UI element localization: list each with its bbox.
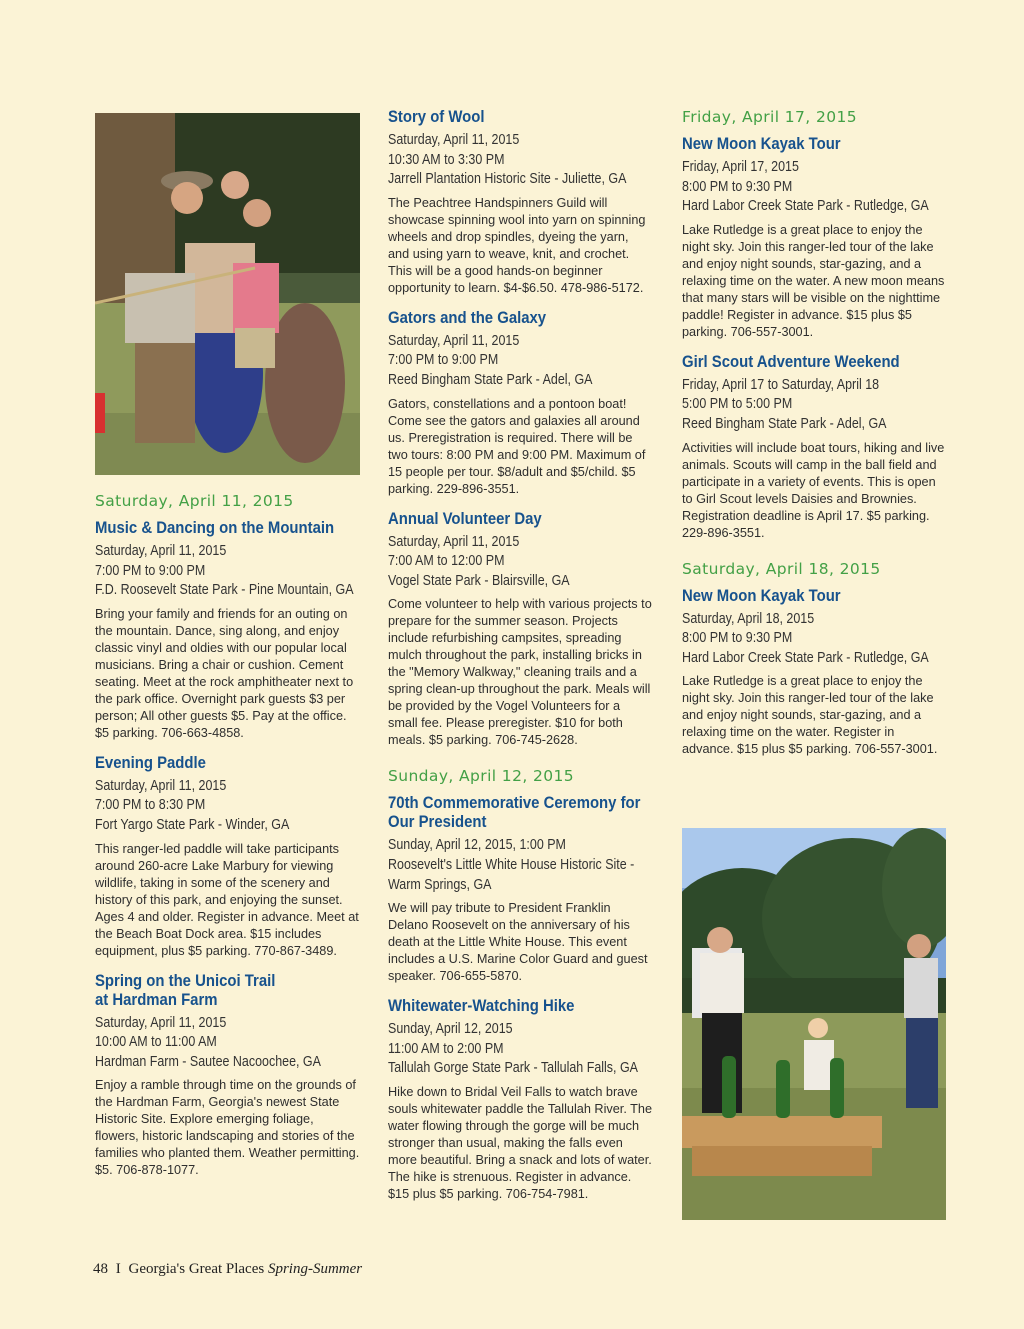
event xyxy=(682,353,947,542)
event-title: Music & Dancing on the Mountain xyxy=(95,519,335,537)
event xyxy=(95,754,360,960)
event-location: Hard Labor Creek State Park - Rutledge, GA xyxy=(682,649,929,666)
event-description: Bring your family and friends for an outing on the mountain. Dance, sing along, and enjoy classic vinyl and oldies with our popular local musicians. Bring a chair or cushion. Cement seating. Meet at the rock amphitheater next to the park office. Overnight park guests $3 per person; All other guests $5. Pay at the office. $5 parking. 706-663-4858. xyxy=(95,606,354,740)
column-left xyxy=(95,108,360,1191)
date-heading: Saturday, April 11, 2015 xyxy=(95,492,294,510)
event xyxy=(95,972,360,1180)
bottle-game-photo xyxy=(682,828,946,1220)
event-date: Saturday, April 11, 2015 xyxy=(95,1014,227,1031)
event-title: Whitewater-Watching Hike xyxy=(388,997,575,1016)
date-heading: Saturday, April 18, 2015 xyxy=(682,559,881,578)
event-location: Hard Labor Creek State Park - Rutledge, GA xyxy=(682,198,929,215)
event-location: Fort Yargo State Park - Winder, GA xyxy=(95,816,290,833)
event-location: Hardman Farm - Sautee Nacoochee, GA xyxy=(95,1053,321,1070)
event-location: Vogel State Park - Blairsville, GA xyxy=(388,572,570,589)
event-location: Tallulah Gorge State Park - Tallulah Falls, GA xyxy=(388,1060,638,1077)
footer-separator: I xyxy=(115,1261,121,1277)
event-location: Reed Bingham State Park - Adel, GA xyxy=(682,415,887,432)
page-number: 48 xyxy=(93,1261,108,1277)
event-title: Evening Paddle xyxy=(95,753,206,772)
event-date: Saturday, April 11, 2015 xyxy=(95,777,227,794)
column-middle xyxy=(388,108,653,1215)
event-description: Come volunteer to help with various projects to prepare for the summer season. Projects include refurbishing campsites, spreading mulch throughout the park, installing bricks in the "Memory Walkway," cleaning trails and a spring clean-up throughout the park. Meals will be provided by the Vogel Volunteers for a small fee. Please preregister. $10 for both meals. $5 parking. 706-745-2628. xyxy=(388,597,652,748)
event-description: The Peachtree Handspinners Guild will showcase spinning wool into yarn on spinning wheels and drop spindles, dyeing the yarn, and using yarn to weave, knit, and crochet. This will be a good hands-on beginner opportunity to learn. $4-$6.50. 478-986-5172. xyxy=(388,195,646,295)
event-time: 10:30 AM to 3:30 PM xyxy=(388,151,505,168)
event-location: F.D. Roosevelt State Park - Pine Mountain, GA xyxy=(95,582,354,599)
event-time: 11:00 AM to 2:00 PM xyxy=(388,1040,504,1057)
date-heading: Sunday, April 12, 2015 xyxy=(388,767,575,786)
event-time: 7:00 PM to 8:30 PM xyxy=(95,797,206,814)
event xyxy=(95,519,360,742)
event xyxy=(388,309,653,498)
event xyxy=(388,108,653,297)
event-title: Spring on the Unicoi Trail at Hardman Farm xyxy=(95,971,276,1009)
event-time: 7:00 PM to 9:00 PM xyxy=(388,352,499,369)
event xyxy=(388,997,653,1203)
event-location: Roosevelt's Little White House Historic Site - xyxy=(388,856,635,873)
event-date: Saturday, April 11, 2015 xyxy=(388,132,520,148)
event-description: Gators, constellations and a pontoon boat! Come see the gators and galaxies all around us. Preregistration is required. There will be two tours: 8:00 PM and 9:00 PM. Maximum of 15 people per tour. $8/adult and $5/child. $5 parking. 229-896-3551. xyxy=(388,396,646,496)
event-time: 10:00 AM to 11:00 AM xyxy=(95,1034,217,1051)
event-time: 5:00 PM to 5:00 PM xyxy=(682,396,793,413)
publication-season: Spring-Summer xyxy=(267,1261,363,1277)
event-location: Jarrell Plantation Historic Site - Juliette, GA xyxy=(388,171,627,188)
event xyxy=(388,510,653,750)
event-description: Hike down to Bridal Veil Falls to watch brave souls whitewater paddle the Tallulah River. The water flowing through the gorge will be much stronger than usual, making the falls even more beautiful. Bring a snack and lots of water. The hike is strenuous. Register in advance. $15 plus $5 parking. 706-754-7981. xyxy=(388,1084,653,1201)
event xyxy=(682,587,947,759)
event-location: Reed Bingham State Park - Adel, GA xyxy=(388,371,593,388)
event-title: New Moon Kayak Tour xyxy=(682,586,841,605)
event-title: Girl Scout Adventure Weekend xyxy=(682,352,900,371)
page-footer xyxy=(93,1261,362,1278)
event-date: Friday, April 17 to Saturday, April 18 xyxy=(682,376,880,393)
event-date: Sunday, April 12, 2015 xyxy=(388,1021,513,1038)
event-location-city: Warm Springs, GA xyxy=(388,876,492,893)
event xyxy=(682,135,947,341)
event-date: Saturday, April 18, 2015 xyxy=(682,610,815,627)
event-time: 7:00 AM to 12:00 PM xyxy=(388,553,505,570)
event-date: Saturday, April 11, 2015 xyxy=(95,543,227,559)
event-title: Annual Volunteer Day xyxy=(388,509,542,528)
event-date: Saturday, April 11, 2015 xyxy=(388,533,520,550)
event-date: Friday, April 17, 2015 xyxy=(682,159,799,175)
event-title: New Moon Kayak Tour xyxy=(682,135,841,153)
event-title: Gators and the Galaxy xyxy=(388,308,547,327)
column-right xyxy=(682,108,947,770)
event-title: Story of Wool xyxy=(388,108,485,126)
event-description: Lake Rutledge is a great place to enjoy the night sky. Join this ranger-led tour of the lake and enjoy night sounds, star-gazing, and a relaxing time on the water. A new moon means that many stars will be visible on the nighttime paddle! Register in advance. $15 plus $5 parking. 706-557-3001. xyxy=(682,222,945,339)
publication-title: Georgia's Great Places xyxy=(128,1261,265,1277)
tug-of-war-photo xyxy=(95,113,360,475)
event-description: Activities will include boat tours, hiking and live animals. Scouts will camp in the ball field and participate in a variety of events. This is open to Girl Scout levels Daisies and Brownies. Registration deadline is April 17. $5 parking. 229-896-3551. xyxy=(682,440,945,540)
event-time: 8:00 PM to 9:30 PM xyxy=(682,178,793,195)
event-date: Sunday, April 12, 2015, 1:00 PM xyxy=(388,837,566,854)
event-description: This ranger-led paddle will take participants around 260-acre Lake Marbury for viewing wildlife, taking in some of the scenery and history of this park, and enjoying the sunset. Ages 4 and older. Register in advance. Meet at the Beach Boat Dock area. $15 includes equipment, plus $5 parking. 770-867-3489. xyxy=(95,841,359,958)
event-description: Lake Rutledge is a great place to enjoy the night sky. Join this ranger-led tour of the lake and enjoy night sounds, star-gazing, and a relaxing time on the water. Register in advance. $15 plus $5 parking. 706-557-3001. xyxy=(682,674,938,757)
event-time: 8:00 PM to 9:30 PM xyxy=(682,630,793,647)
event-date: Saturday, April 11, 2015 xyxy=(388,332,520,349)
event-description: Enjoy a ramble through time on the grounds of the Hardman Farm, Georgia's newest State Historic Site. Explore emerging foliage, flowers, historic landscaping and stories of the families who planted them. Weather permitting. $5. 706-878-1077. xyxy=(95,1078,360,1178)
event-time: 7:00 PM to 9:00 PM xyxy=(95,562,206,579)
event xyxy=(388,794,653,985)
event-title: 70th Commemorative Ceremony for Our President xyxy=(388,794,641,832)
date-heading: Friday, April 17, 2015 xyxy=(682,108,858,126)
event-description: We will pay tribute to President Franklin Delano Roosevelt on the anniversary of his death at the Little White House. This event includes a U.S. Marine Color Guard and guest speaker. 706-655-5870. xyxy=(388,901,648,984)
